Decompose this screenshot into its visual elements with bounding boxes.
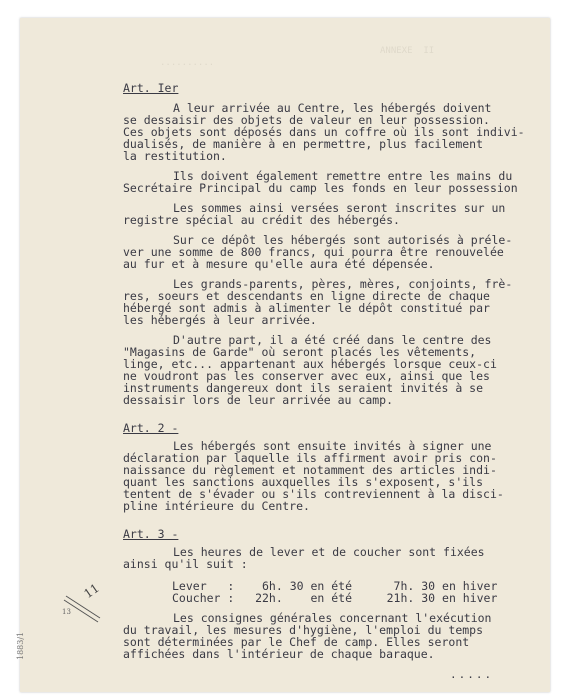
article-1-line: instruments dangereux dont ils seraient invités à se: [123, 381, 484, 395]
schedule-row-coucher: Coucher : 22h. en été 21h. 30 en hiver: [172, 591, 498, 605]
article-2-line: naissance du règlement et notamment des articles indi-: [123, 463, 497, 477]
article-1-line: linge, etc... appartenant aux hébergés lorsque ceux-ci: [123, 357, 497, 371]
article-1-line: les hébergés à leur arrivée.: [123, 313, 317, 327]
article-3-line: sont déterminées par le Chef de camp. Elles seront: [123, 635, 470, 649]
margin-handwritten-mark: 11: [81, 580, 102, 602]
article-3-line: affichées dans l'intérieur de chaque baraque.: [123, 647, 435, 661]
article-3-intro-line: Les heures de lever et de coucher sont fixées: [173, 545, 485, 559]
article-2-heading: Art. 2 -: [123, 421, 179, 435]
article-1-line: Sur ce dépôt les hébergés sont autorisés à préle-: [173, 233, 513, 247]
article-1-line: ver une somme de 800 francs, qui pourra être renouvelée: [123, 245, 504, 259]
article-1-line: "Magasins de Garde" où seront placés les vêtements,: [123, 345, 477, 359]
document-page: [16, 18, 550, 692]
article-1-line: se dessaisir des objets de valeur en leur possession.: [123, 113, 490, 127]
article-1-line: Les grands-parents, pères, mères, conjoints, frè-: [173, 277, 513, 291]
article-2-line: quant les sanctions auxquelles ils s'exposent, s'ils: [123, 475, 484, 489]
article-1-line: ne voudront pas les conserver avec eux, ainsi que les: [123, 369, 490, 383]
article-1-line: Ils doivent également remettre entre les mains du: [173, 169, 513, 183]
article-1-line: dessaisir lors de leur arrivée au camp.: [123, 393, 394, 407]
bleed-through-text: ..........: [160, 58, 215, 68]
article-3-intro-line: ainsi qu'il suit :: [123, 557, 248, 571]
article-1-line: D'autre part, il a été créé dans le centre des: [173, 333, 492, 347]
article-1-line: res, soeurs et descendants en ligne directe de chaque: [123, 289, 490, 303]
article-1-line: A leur arrivée au Centre, les hébergés doivent: [173, 101, 492, 115]
article-2-line: tentent de s'évader ou s'ils contreviennent à la disci-: [123, 487, 504, 501]
bleed-through-text: ANNEXE II: [380, 46, 435, 56]
article-3-heading: Art. 3 -: [123, 527, 179, 541]
article-1-line: hébergé sont admis à alimenter le dépôt constitué par: [123, 301, 490, 315]
schedule-row-lever: Lever : 6h. 30 en été 7h. 30 en hiver: [172, 579, 498, 593]
article-1-heading: Art. Ier: [123, 81, 179, 95]
article-3-line: Les consignes générales concernant l'exécution: [173, 611, 492, 625]
article-1-line: Ces objets sont déposés dans un coffre où ils sont indivi-: [123, 125, 525, 139]
article-1-line: Secrétaire Principal du camp les fonds en leur possession: [123, 181, 518, 195]
article-1-line: la restitution.: [123, 149, 227, 163]
article-1-line: Les sommes ainsi versées seront inscrites sur un: [173, 201, 506, 215]
margin-pen-strokes: [60, 588, 110, 628]
article-1-line: au fur et à mesure qu'elle aura été dépensée.: [123, 257, 435, 271]
margin-archive-number: 1883/1: [16, 631, 25, 660]
continuation-dots: .....: [450, 668, 494, 681]
article-2-line: Les hébergés sont ensuite invités à signer une: [173, 439, 492, 453]
article-1-line: registre spécial au crédit des hébergés.: [123, 213, 400, 227]
margin-handwritten-number: 13: [62, 608, 71, 616]
article-3-line: du travail, les mesures d'hygiène, l'emploi du temps: [123, 623, 484, 637]
article-2-line: pline intérieure du Centre.: [123, 499, 310, 513]
article-2-line: déclaration par laquelle ils affirment avoir pris con-: [123, 451, 497, 465]
article-1-line: dualisés, de manière à en permettre, plus facilement: [123, 137, 484, 151]
